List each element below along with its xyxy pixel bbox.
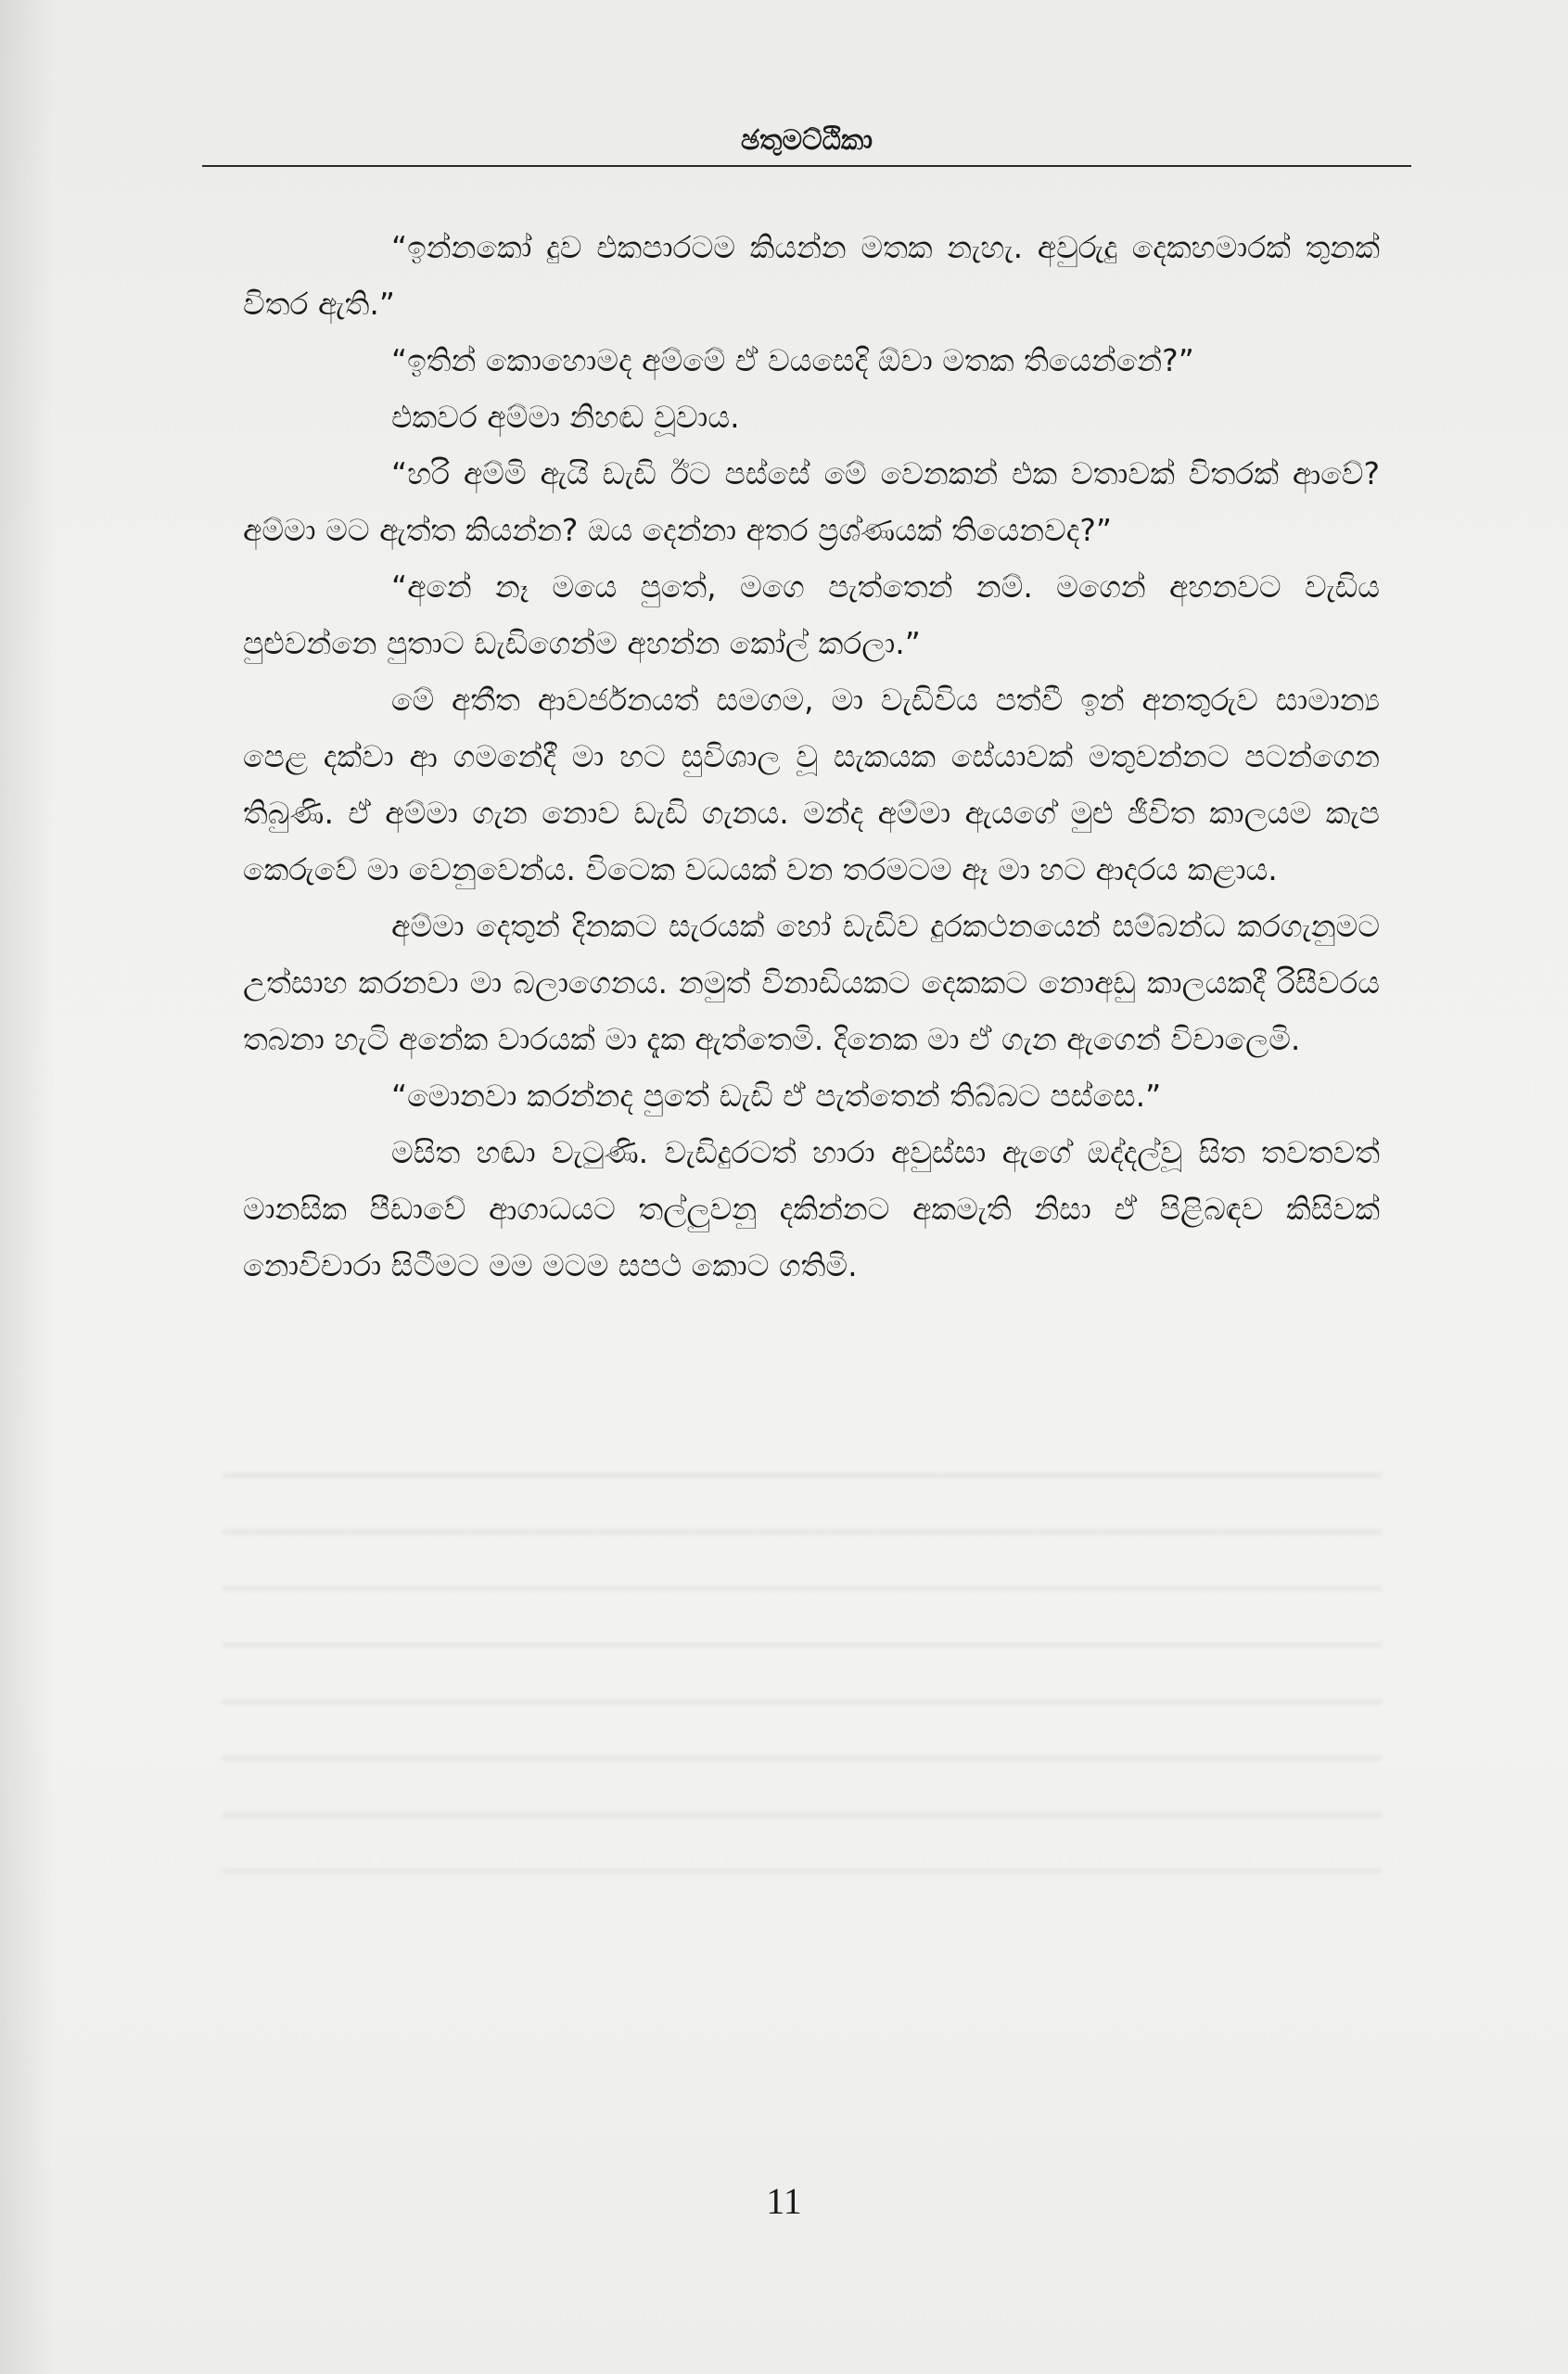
body-text bbox=[243, 219, 1380, 1294]
paragraph: මසිත හඬා වැටුණි. වැඩිදුරටත් හාරා අවුස්සා ඇගේ ඔද්දල්වූ සිත තවතවත් මානසික පීඩාවේ ආගාධයට තල්ලුවනු දකින්නට අකමැති නිසා ඒ පිළිබඳව කිසිවක් නොවිචාරා සිටීමට මම මටම සපථ කොට ගතිමි. bbox=[243, 1134, 1380, 1283]
paragraph: “අනේ නෑ මයෙ පුතේ, මගෙ පැත්තෙන් නම්. මගෙන් අහනවට වැඩිය පුළුවන්නෙ පුතාට ඩැඩිගෙන්ම අහන්න කෝල් කරලා.” bbox=[243, 568, 1380, 661]
show-through-text bbox=[223, 1447, 1382, 1873]
paragraph: “හරි අම්මි ඇයි ඩැඩි ඊට පස්සේ මේ වෙනකන් එක වතාවක් විතරක් ආවේ? අම්මා මට ඇත්ත කියන්න? ඔය දෙන්නා අතර ප්‍රශ්ණයක් තියෙනවද?” bbox=[243, 455, 1380, 548]
page-number: 11 bbox=[766, 2180, 802, 2222]
paragraph: “මොනවා කරන්නද පුතේ ඩැඩි ඒ පැත්තෙන් තිබ්බට පස්සෙ.” bbox=[391, 1078, 1162, 1114]
paragraph: “ඉතින් කොහොමද අම්මේ ඒ වයසෙදි ඕවා මතක තියෙන්නේ?” bbox=[391, 342, 1194, 378]
paragraph: එකවර අම්මා නිහඬ වූවාය. bbox=[391, 399, 740, 435]
paragraph: මේ අතීත ආවර්ජනයත් සමගම, මා වැඩිවිය පත්වී ඉන් අනතුරුව සාමාන්‍ය පෙළ දක්වා ආ ගමනේදී මා හට සුවිශාල වූ සැකයක සේයාවක් මතුවන්නට පටන්ගෙන තිබුණි. ඒ අම්මා ගැන නොව ඩැඩි ගැනය. මන්ද අම්මා ඇයගේ මුළු ජීවිත කාලයම කැප කෙරුවේ මා වෙනුවෙන්ය. විටෙක වධයක් වන තරමටම ඈ මා හට ආදරය කළාය. bbox=[243, 682, 1380, 887]
paragraph: අම්මා දෙතුන් දිනකට සැරයක් හෝ ඩැඩිව දුරකථනයෙන් සම්බන්ධ කරගැනුමට උත්සාහ කරනවා මා බලාගෙනය. නමුත් විනාඩියකට දෙකකට නොඅඩු කාලයකදී රිසීවරය තබනා හැටි අනේක වාරයක් මා දැක ඇත්තෙමි. දිනෙක මා ඒ ගැන ඇගෙන් විචාලෙමි. bbox=[243, 908, 1380, 1057]
page-header bbox=[202, 119, 1411, 167]
page-shadow bbox=[0, 0, 56, 2374]
running-head: ඡතුමට්ඨිකා bbox=[740, 124, 873, 157]
paragraph: “ඉන්නකෝ දුව එකපාරටම කියන්න මතක නැහැ. අවුරුදු දෙකහමාරක් තුනක් විතර ඇති.” bbox=[243, 229, 1380, 322]
